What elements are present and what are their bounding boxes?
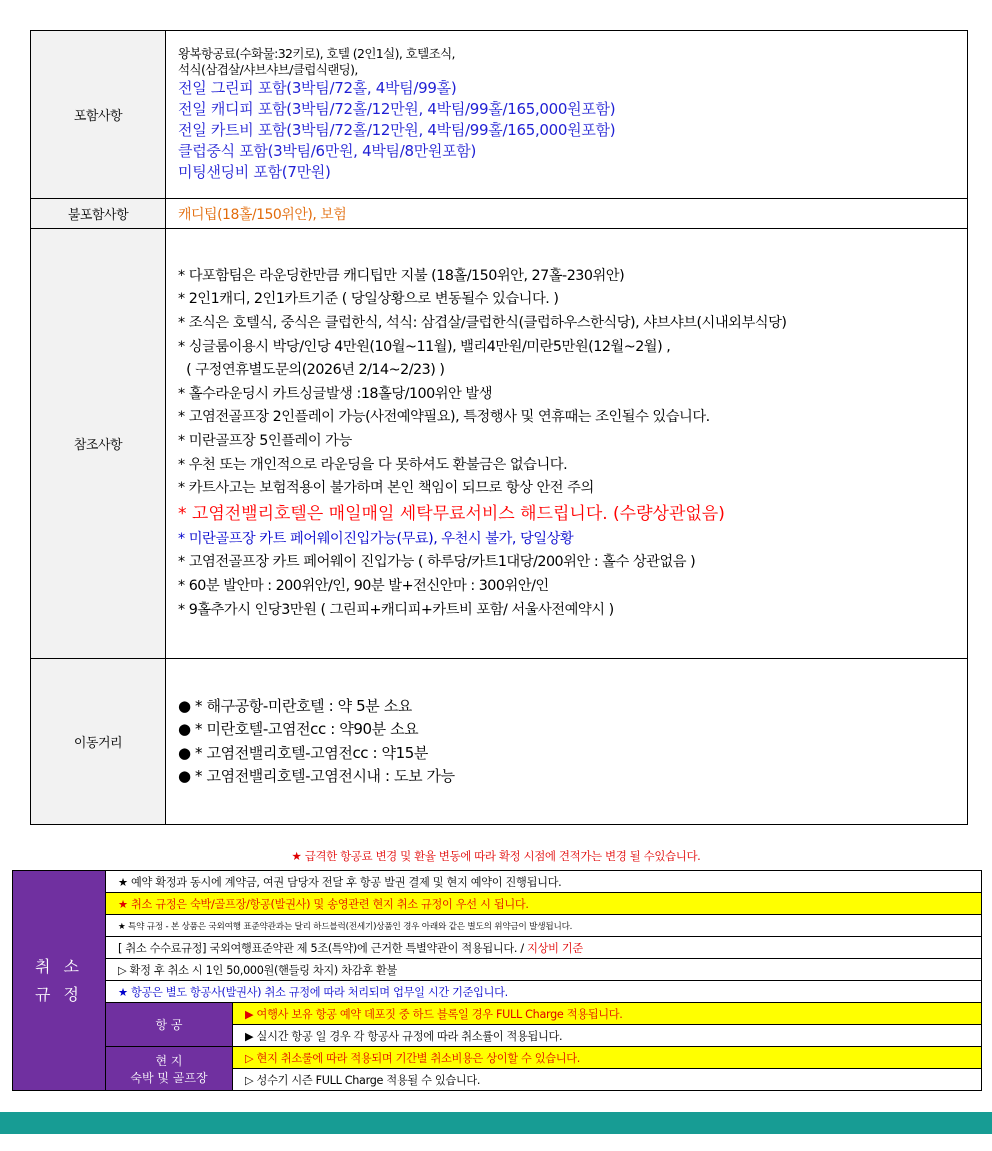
- cancel-fee-text: [ 취소 수수료규정] 국외여행표준약관 제 5조(특약)에 근거한 특별약관이 적용됩니다. /: [118, 941, 528, 955]
- reference-line: * 2인1캐디, 2인1카트기준 ( 당일상황으로 변동될수 있습니다. ): [178, 291, 559, 308]
- reference-line: * 고염전골프장 2인플레이 가능(사전예약필요), 특정행사 및 연휴때는 조인될수 있습니다.: [178, 409, 710, 426]
- excluded-label: 불포함사항: [31, 199, 166, 229]
- cancel-label-line: 취 소: [35, 956, 83, 976]
- included-line: 전일 카트비 포함(3박팀/72홀/12만원, 4박팀/99홀/165,000원포함): [178, 121, 616, 139]
- local-label-line: 숙박 및 골프장: [130, 1070, 208, 1085]
- local-rule-row: ▷ 현지 취소룰에 따라 적용되며 기간별 취소비용은 상이할 수 있습니다.: [233, 1047, 982, 1069]
- package-details-table: [30, 30, 968, 825]
- reference-line: ( 구정연휴별도문의(2026년 2/14~2/23) ): [178, 362, 445, 379]
- local-rule-row: ▷ 성수기 시즌 FULL Charge 적용될 수 있습니다.: [233, 1069, 982, 1091]
- local-label-line: 현 지: [155, 1053, 183, 1068]
- cancel-label-line: 규 정: [35, 984, 83, 1004]
- air-label: 항 공: [106, 1003, 233, 1047]
- transfer-line: ● * 고염전밸리호텔-고염전cc : 약15분: [178, 743, 428, 762]
- excluded-row: [31, 199, 968, 229]
- reference-line: * 다포함팀은 라운딩한만큼 캐디팁만 지불 (18홀/150위안, 27홀-230위안): [178, 267, 625, 284]
- cancel-rule-row: ★ 취소 규정은 숙박/골프장/항공(발권사) 및 송영관련 현지 취소 규정이 우선 시 됩니다.: [106, 893, 982, 915]
- included-row: [31, 31, 968, 199]
- reference-content: [166, 229, 968, 659]
- local-label: [106, 1047, 233, 1091]
- transfer-line: ● * 고염전밸리호텔-고염전시내 : 도보 가능: [178, 766, 455, 785]
- reference-line: * 홀수라운딩시 카트싱글발생 :18홀당/100위안 발생: [178, 385, 493, 402]
- reference-line: * 고염전골프장 카트 페어웨이 진입가능 ( 하루당/카트1대당/200위안 : 홀수 상관없음 ): [178, 554, 696, 571]
- reference-line: * 카트사고는 보험적용이 불가하며 본인 책임이 되므로 항상 안전 주의: [178, 480, 594, 497]
- reference-line: * 미란골프장 5인플레이 가능: [178, 433, 352, 449]
- included-line: 미팅샌딩비 포함(7만원): [178, 163, 331, 181]
- included-line: 석식(삼겹살/샤브샤브/클럽식랜딩),: [178, 62, 358, 77]
- reference-line: * 싱글룸이용시 박당/인당 4만원(10월~11월), 밸리4만원/미란5만원(12월~2월) ,: [178, 338, 671, 355]
- cancel-fee-red-text: 지상비 기준: [527, 941, 583, 955]
- included-label: 포함사항: [31, 31, 166, 199]
- excluded-content: 캐디팁(18홀/150위안), 보험: [166, 199, 968, 229]
- footer-bar: [0, 1112, 992, 1134]
- reference-row: [31, 229, 968, 659]
- included-line: 왕복항공료(수화물:32키로), 호텔 (2인1실), 호텔조식,: [178, 46, 455, 61]
- transfer-row: [31, 659, 968, 825]
- cancel-rule-row: ★ 예약 확정과 동시에 계약금, 여권 담당자 전달 후 항공 발권 결제 및 현지 예약이 진행됩니다.: [106, 871, 982, 893]
- included-line: 클럽중식 포함(3박팀/6만원, 4박팀/8만원포함): [178, 142, 477, 160]
- transfer-content: [166, 659, 968, 825]
- included-line: 전일 그린피 포함(3박팀/72홀, 4박팀/99홀): [178, 79, 457, 97]
- transfer-line: ● * 미란호텔-고염전cc : 약90분 소요: [178, 720, 419, 739]
- air-rule-row: ▶ 여행사 보유 항공 예약 데포짓 중 하드 블록일 경우 FULL Charge 적용됩니다.: [233, 1003, 982, 1025]
- reference-highlight-line: * 고염전밸리호텔은 매일매일 세탁무료서비스 해드립니다. (수량상관없음): [178, 503, 725, 524]
- included-line: 전일 캐디피 포함(3박팀/72홀/12만원, 4박팀/99홀/165,000원포함): [178, 100, 616, 118]
- cancel-rule-row: ★ 항공은 별도 항공사(발권사) 취소 규정에 따라 처리되며 업무일 시간 기준입니다.: [106, 981, 982, 1003]
- reference-line: * 미란골프장 카트 페어웨이진입가능(무료), 우천시 불가, 당일상황: [178, 530, 574, 547]
- reference-line: * 조식은 호텔식, 중식은 클럽한식, 석식: 삼겹살/클럽한식(클럽하우스한식당), 샤브샤브(시내외부식당): [178, 315, 787, 332]
- reference-line: * 60분 발안마 : 200위안/인, 90분 발+전신안마 : 300위안/인: [178, 577, 549, 594]
- cancel-policy-label: [13, 871, 106, 1091]
- reference-line: * 9홀추가시 인당3만원 ( 그린피+캐디피+카트비 포함/ 서울사전예약시 ): [178, 601, 614, 618]
- included-content: [166, 31, 968, 199]
- reference-label: 참조사항: [31, 229, 166, 659]
- reference-line: * 우천 또는 개인적으로 라운딩을 다 못하셔도 환불금은 없습니다.: [178, 456, 568, 473]
- cancel-rule-row: ▷ 확정 후 취소 시 1인 50,000원(핸들링 차지) 차감후 환불: [106, 959, 982, 981]
- cancel-fee-row: [106, 937, 982, 959]
- cancellation-policy-table: [12, 870, 982, 1091]
- transfer-line: ● * 해구공항-미란호텔 : 약 5분 소요: [178, 696, 412, 715]
- air-rule-row: ▶ 실시간 항공 일 경우 각 항공사 규정에 따라 취소률이 적용됩니다.: [233, 1025, 982, 1047]
- cancel-rule-row: ★ 특약 규정 - 본 상품은 국외여행 표준약관과는 달리 하드블럭(전세기)상품인 경우 아래와 같은 별도의 위약금이 발생됩니다.: [106, 915, 982, 937]
- price-change-notice: ★ 급격한 항공료 변경 및 환율 변동에 따라 확정 시점에 견적가는 변경 될 수있습니다.: [291, 849, 701, 863]
- transfer-label: 이동거리: [31, 659, 166, 825]
